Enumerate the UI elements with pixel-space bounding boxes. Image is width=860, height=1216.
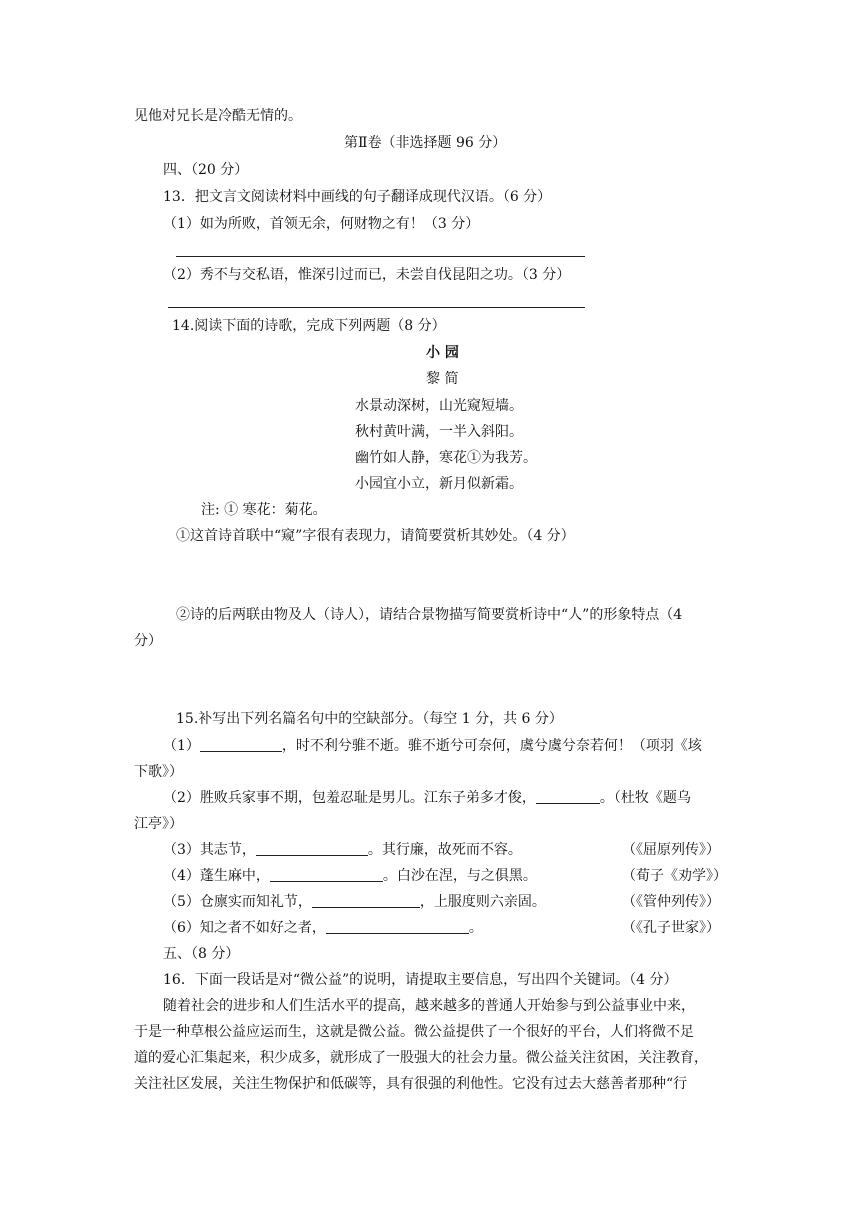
passage-line: 于是一种草根公益应运而生，这就是微公益。微公益提供了一个很好的平台，人们将微不足 [134,1024,694,1040]
poem-line: 小园宜小立，新月似新霜。 [355,476,523,492]
fill-item-1 [163,736,702,756]
section-heading: 四、（20 分） [163,162,249,178]
item-text: ，时不利兮骓不逝。骓不逝兮可奈何，虞兮虞兮奈若何！（项羽《垓 [281,738,702,754]
item-text: （5）仓廪实而知礼节， [163,894,312,910]
item-text: （2）胜败兵家事不期，包羞忍耻是男儿。江东子弟多才俊， [163,790,536,806]
fill-item-5 [163,892,546,912]
item-text: （3）其志节， [163,842,256,858]
text-line: 见他对兄长是冷酷无情的。 [134,108,302,124]
fill-blank [200,737,282,752]
source-citation: （《孔子世家》） [622,920,720,936]
item-text: 。白沙在涅，与之俱黑。 [382,868,537,884]
question-14-2: ②诗的后两联由物及人（诗人），请结合景物描写简要赏析诗中“人”的形象特点（4 [176,607,683,623]
poem-note: 注: ① 寒花：菊花。 [201,502,327,518]
fill-item-2-cont: 江亭》） [134,816,183,832]
fill-blank [536,789,600,804]
answer-line [168,307,585,308]
source-citation: （荀子《劝学》） [622,868,727,884]
fill-blank [326,919,469,934]
item-text: 。其行廉，故死而不容。 [367,842,522,858]
item-number: （1） [163,738,200,754]
poem-line: 幽竹如人静，寒花①为我芳。 [355,450,537,466]
question-13: 13．把文言文阅读材料中画线的句子翻译成现代汉语。（6 分） [163,189,552,205]
passage-line: 关注社区发展，关注生物保护和低碳等，具有很强的利他性。它没有过去大慈善者那种“行 [134,1076,688,1092]
fill-item-2 [163,788,691,808]
fill-blank [256,841,368,856]
poem-line: 水景动深树，山光窥短墙。 [355,398,523,414]
fill-item-6 [163,918,483,938]
question-13-2: （2）秀不与交私语，惟深引过而已，未尝自伐昆阳之功。（3 分） [163,267,571,283]
fill-item-4 [163,866,537,886]
fill-item-1-cont: 下歌》） [134,764,183,780]
source-citation: （《屈原列传》） [622,842,720,858]
question-16: 16．下面一段话是对“微公益”的说明，请提取主要信息，写出四个关键词。（4 分） [163,972,678,988]
answer-line [176,256,585,257]
poem-author: 黎 简 [426,371,459,387]
section-title: 第Ⅱ卷（非选择题 96 分） [344,135,507,151]
item-text: （4）蓬生麻中， [163,868,270,884]
item-text: 。 [468,920,483,936]
passage-line: 道的爱心汇集起来，积少成多，就形成了一股强大的社会力量。微公益关注贫困，关注教育， [134,1050,708,1066]
item-text: ，上服度则六亲固。 [419,894,546,910]
passage-line: 随着社会的进步和人们生活水平的提高，越来越多的普通人开始参与到公益事业中来， [163,998,695,1014]
item-text: 。（杜牧《题乌 [599,790,691,806]
poem-line: 秋村黄叶满，一半入斜阳。 [355,424,523,440]
question-13-1: （1）如为所败，首领无余，何财物之有！（3 分） [163,216,480,232]
fill-blank [312,893,420,908]
fill-item-3 [163,840,522,860]
question-15: 15.补写出下列名篇名句中的空缺部分。（每空 1 分，共 6 分） [176,711,563,727]
question-14-1: ①这首诗首联中“窥”字很有表现力，请简要赏析其妙处。（4 分） [176,528,575,544]
fill-blank [270,867,383,882]
question-14-2-cont: 分） [134,633,162,649]
poem-title: 小 园 [426,345,459,361]
section-heading: 五、（8 分） [163,946,240,962]
question-14: 14.阅读下面的诗歌，完成下列两题（8 分） [172,318,446,334]
item-text: （6）知之者不如好之者， [163,920,326,936]
source-citation: （《管仲列传》） [622,894,720,910]
